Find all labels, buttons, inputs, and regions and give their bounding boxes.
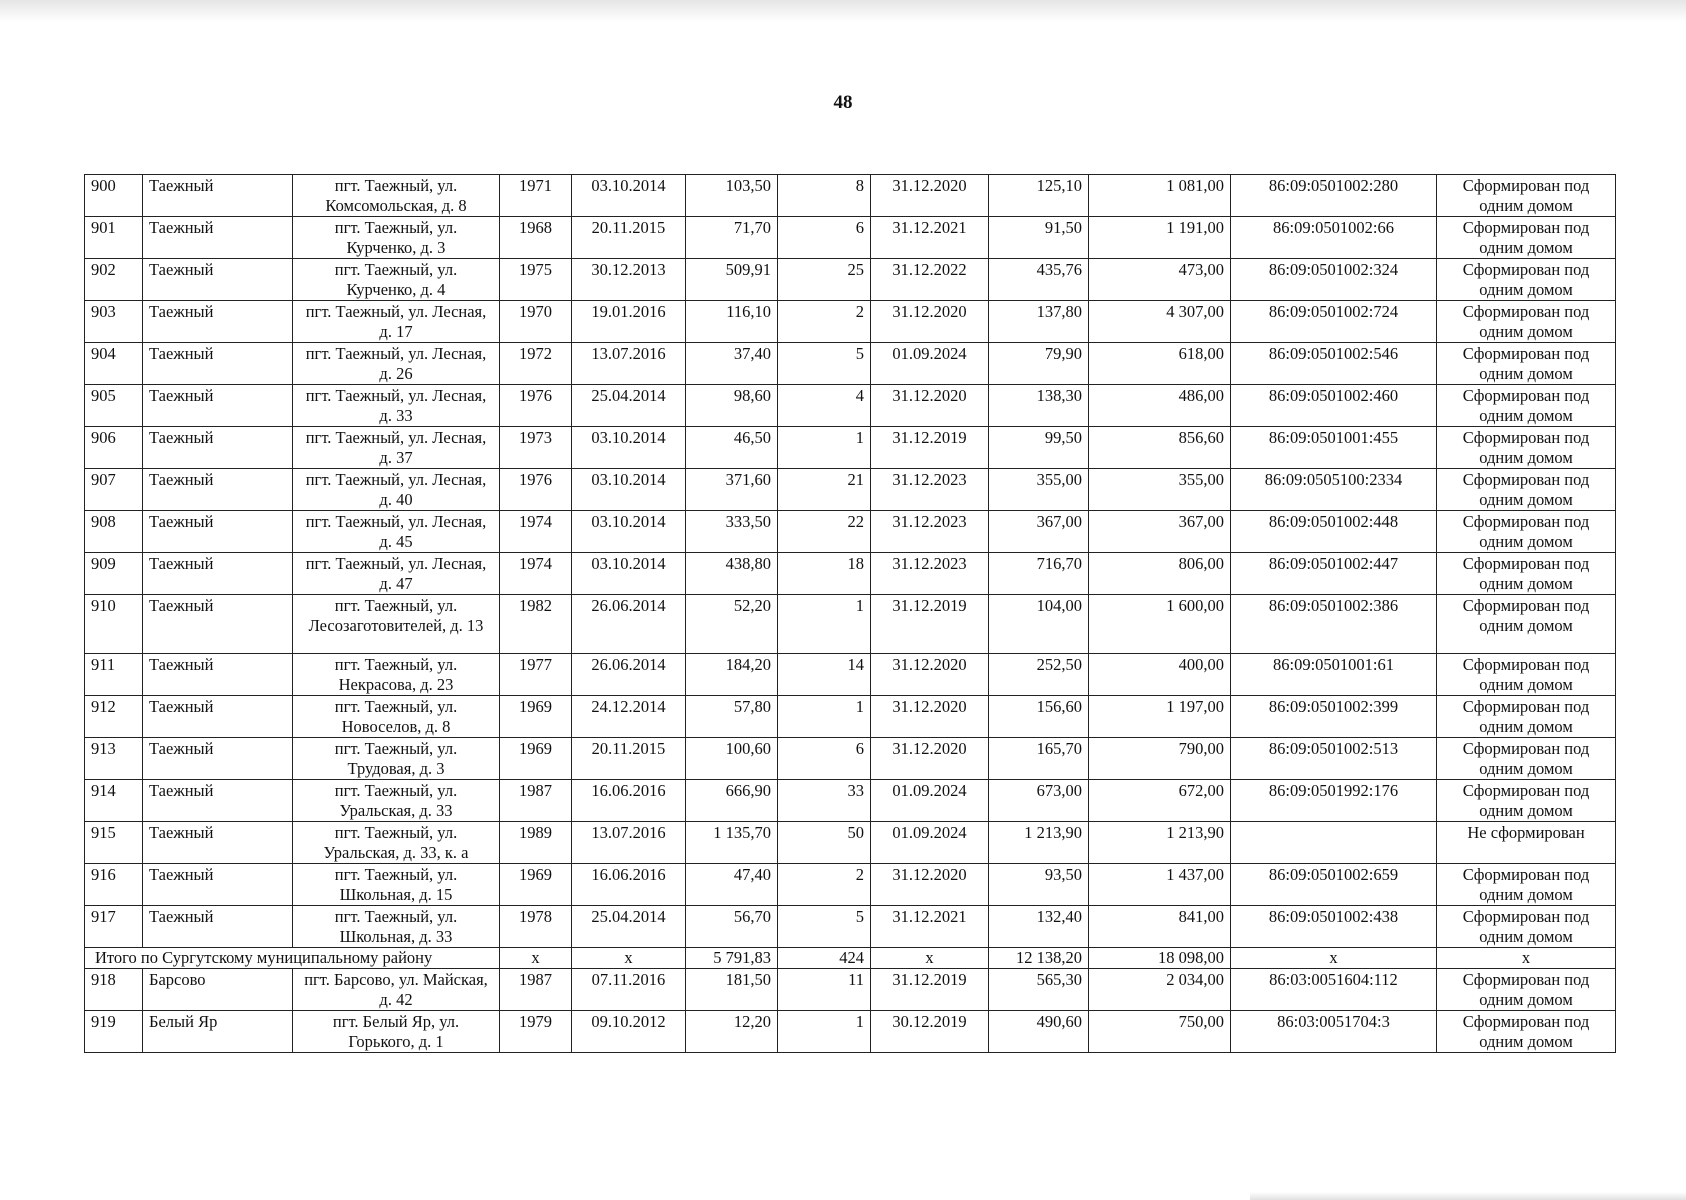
total-status-cell: х [1437, 948, 1616, 969]
address-cell: пгт. Таежный, ул. Уральская, д. 33 [293, 780, 500, 822]
area-cell: 181,50 [686, 969, 778, 1011]
row-number-cell: 900 [85, 175, 143, 217]
row-number-cell: 904 [85, 343, 143, 385]
area-cell: 666,90 [686, 780, 778, 822]
locality-cell: Таежный [143, 217, 293, 259]
cadastral-number-cell: 86:09:0501002:659 [1231, 864, 1437, 906]
land-status-cell: Сформирован под одним домом [1437, 217, 1616, 259]
area-cell: 93,50 [989, 864, 1089, 906]
date-cell: 09.10.2012 [572, 1011, 686, 1053]
cadastral-number-cell: 86:09:0501002:724 [1231, 301, 1437, 343]
table-row [85, 738, 1616, 780]
cadastral-number-cell: 86:09:0501002:513 [1231, 738, 1437, 780]
cadastral-number-cell: 86:09:0501002:386 [1231, 595, 1437, 654]
land-area-cell: 1 437,00 [1089, 864, 1231, 906]
residents-count-cell: 2 [778, 864, 871, 906]
land-area-cell: 355,00 [1089, 469, 1231, 511]
scan-bottom-edge [1250, 1192, 1686, 1200]
area-cell: 37,40 [686, 343, 778, 385]
area-cell: 673,00 [989, 780, 1089, 822]
area-cell: 1 213,90 [989, 822, 1089, 864]
row-number-cell: 909 [85, 553, 143, 595]
page-number: 48 [833, 92, 853, 113]
build-year-cell: 1971 [500, 175, 572, 217]
deadline-date-cell: 31.12.2019 [871, 427, 989, 469]
land-status-cell: Сформирован под одним домом [1437, 738, 1616, 780]
build-year-cell: 1977 [500, 654, 572, 696]
locality-cell: Таежный [143, 301, 293, 343]
date-cell: 03.10.2014 [572, 511, 686, 553]
land-status-cell: Сформирован под одним домом [1437, 301, 1616, 343]
date-cell: 30.12.2013 [572, 259, 686, 301]
area-cell: 125,10 [989, 175, 1089, 217]
land-area-cell: 4 307,00 [1089, 301, 1231, 343]
deadline-date-cell: 31.12.2020 [871, 175, 989, 217]
cadastral-number-cell: 86:09:0501002:324 [1231, 259, 1437, 301]
area-cell: 100,60 [686, 738, 778, 780]
cadastral-number-cell: 86:09:0501002:460 [1231, 385, 1437, 427]
deadline-date-cell: 01.09.2024 [871, 780, 989, 822]
build-year-cell: 1975 [500, 259, 572, 301]
row-number-cell: 906 [85, 427, 143, 469]
total-row [85, 948, 1616, 969]
table-row [85, 343, 1616, 385]
area-cell: 98,60 [686, 385, 778, 427]
area-cell: 435,76 [989, 259, 1089, 301]
address-cell: пгт. Таежный, ул. Лесная, д. 37 [293, 427, 500, 469]
date-cell: 13.07.2016 [572, 822, 686, 864]
address-cell: пгт. Белый Яр, ул. Горького, д. 1 [293, 1011, 500, 1053]
deadline-date-cell: 31.12.2019 [871, 969, 989, 1011]
date-cell: 07.11.2016 [572, 969, 686, 1011]
residents-count-cell: 25 [778, 259, 871, 301]
area-cell: 103,50 [686, 175, 778, 217]
address-cell: пгт. Таежный, ул. Комсомольская, д. 8 [293, 175, 500, 217]
cadastral-number-cell: 86:09:0501002:66 [1231, 217, 1437, 259]
address-cell: пгт. Таежный, ул. Лесная, д. 17 [293, 301, 500, 343]
land-status-cell: Сформирован под одним домом [1437, 654, 1616, 696]
land-status-cell: Сформирован под одним домом [1437, 427, 1616, 469]
land-area-cell: 2 034,00 [1089, 969, 1231, 1011]
area-cell: 355,00 [989, 469, 1089, 511]
area-cell: 509,91 [686, 259, 778, 301]
locality-cell: Таежный [143, 343, 293, 385]
date-cell: 25.04.2014 [572, 906, 686, 948]
table-row [85, 595, 1616, 654]
locality-cell: Таежный [143, 511, 293, 553]
table-row [85, 175, 1616, 217]
residents-count-cell: 21 [778, 469, 871, 511]
table-body [85, 175, 1616, 1053]
land-status-cell: Сформирован под одним домом [1437, 780, 1616, 822]
deadline-date-cell: 30.12.2019 [871, 1011, 989, 1053]
date-cell: 25.04.2014 [572, 385, 686, 427]
total-cadastral-cell: х [1231, 948, 1437, 969]
date-cell: 16.06.2016 [572, 864, 686, 906]
build-year-cell: 1974 [500, 553, 572, 595]
area-cell: 91,50 [989, 217, 1089, 259]
residents-count-cell: 22 [778, 511, 871, 553]
deadline-date-cell: 31.12.2020 [871, 696, 989, 738]
area-cell: 184,20 [686, 654, 778, 696]
area-cell: 565,30 [989, 969, 1089, 1011]
locality-cell: Таежный [143, 822, 293, 864]
row-number-cell: 912 [85, 696, 143, 738]
land-area-cell: 672,00 [1089, 780, 1231, 822]
table-row [85, 427, 1616, 469]
locality-cell: Таежный [143, 259, 293, 301]
land-status-cell: Не сформирован [1437, 822, 1616, 864]
residents-count-cell: 1 [778, 1011, 871, 1053]
table-row [85, 1011, 1616, 1053]
deadline-date-cell: 31.12.2023 [871, 469, 989, 511]
cadastral-number-cell: 86:09:0505100:2334 [1231, 469, 1437, 511]
cadastral-number-cell: 86:03:0051604:112 [1231, 969, 1437, 1011]
area-cell: 138,30 [989, 385, 1089, 427]
residents-count-cell: 1 [778, 595, 871, 654]
land-area-cell: 806,00 [1089, 553, 1231, 595]
row-number-cell: 911 [85, 654, 143, 696]
row-number-cell: 918 [85, 969, 143, 1011]
build-year-cell: 1979 [500, 1011, 572, 1053]
address-cell: пгт. Таежный, ул. Школьная, д. 33 [293, 906, 500, 948]
cadastral-number-cell: 86:09:0501002:546 [1231, 343, 1437, 385]
land-status-cell: Сформирован под одним домом [1437, 385, 1616, 427]
row-number-cell: 908 [85, 511, 143, 553]
date-cell: 03.10.2014 [572, 427, 686, 469]
total-date1-cell: х [572, 948, 686, 969]
date-cell: 13.07.2016 [572, 343, 686, 385]
land-area-cell: 1 191,00 [1089, 217, 1231, 259]
deadline-date-cell: 31.12.2023 [871, 511, 989, 553]
land-area-cell: 790,00 [1089, 738, 1231, 780]
land-area-cell: 856,60 [1089, 427, 1231, 469]
total-label: Итого по Сургутскому муниципальному району [85, 948, 500, 969]
land-status-cell: Сформирован под одним домом [1437, 469, 1616, 511]
address-cell: пгт. Таежный, ул. Лесная, д. 33 [293, 385, 500, 427]
table-row [85, 780, 1616, 822]
residents-count-cell: 5 [778, 906, 871, 948]
table-row [85, 906, 1616, 948]
date-cell: 19.01.2016 [572, 301, 686, 343]
locality-cell: Таежный [143, 780, 293, 822]
residents-count-cell: 2 [778, 301, 871, 343]
scan-top-edge [0, 0, 1686, 22]
table-row [85, 822, 1616, 864]
date-cell: 16.06.2016 [572, 780, 686, 822]
table-row [85, 259, 1616, 301]
locality-cell: Таежный [143, 553, 293, 595]
row-number-cell: 902 [85, 259, 143, 301]
locality-cell: Таежный [143, 654, 293, 696]
date-cell: 03.10.2014 [572, 553, 686, 595]
cadastral-number-cell: 86:09:0501002:448 [1231, 511, 1437, 553]
locality-cell: Таежный [143, 175, 293, 217]
land-area-cell: 618,00 [1089, 343, 1231, 385]
cadastral-number-cell: 86:09:0501002:447 [1231, 553, 1437, 595]
deadline-date-cell: 31.12.2020 [871, 864, 989, 906]
cadastral-number-cell: 86:03:0051704:3 [1231, 1011, 1437, 1053]
locality-cell: Таежный [143, 738, 293, 780]
area-cell: 99,50 [989, 427, 1089, 469]
land-area-cell: 750,00 [1089, 1011, 1231, 1053]
build-year-cell: 1982 [500, 595, 572, 654]
date-cell: 20.11.2015 [572, 738, 686, 780]
deadline-date-cell: 31.12.2020 [871, 301, 989, 343]
cadastral-number-cell: 86:09:0501002:280 [1231, 175, 1437, 217]
table-row [85, 654, 1616, 696]
build-year-cell: 1976 [500, 385, 572, 427]
total-area2-cell: 12 138,20 [989, 948, 1089, 969]
date-cell: 24.12.2014 [572, 696, 686, 738]
housing-registry-table [84, 174, 1616, 1053]
deadline-date-cell: 01.09.2024 [871, 343, 989, 385]
table-row [85, 696, 1616, 738]
row-number-cell: 905 [85, 385, 143, 427]
row-number-cell: 916 [85, 864, 143, 906]
cadastral-number-cell: 86:09:0501001:455 [1231, 427, 1437, 469]
land-status-cell: Сформирован под одним домом [1437, 864, 1616, 906]
land-area-cell: 1 600,00 [1089, 595, 1231, 654]
land-area-cell: 473,00 [1089, 259, 1231, 301]
deadline-date-cell: 31.12.2020 [871, 385, 989, 427]
land-status-cell: Сформирован под одним домом [1437, 1011, 1616, 1053]
area-cell: 165,70 [989, 738, 1089, 780]
deadline-date-cell: 31.12.2020 [871, 738, 989, 780]
total-date2-cell: х [871, 948, 989, 969]
area-cell: 71,70 [686, 217, 778, 259]
residents-count-cell: 14 [778, 654, 871, 696]
land-area-cell: 486,00 [1089, 385, 1231, 427]
build-year-cell: 1970 [500, 301, 572, 343]
address-cell: пгт. Таежный, ул. Новоселов, д. 8 [293, 696, 500, 738]
land-area-cell: 1 197,00 [1089, 696, 1231, 738]
land-area-cell: 400,00 [1089, 654, 1231, 696]
area-cell: 79,90 [989, 343, 1089, 385]
residents-count-cell: 6 [778, 738, 871, 780]
area-cell: 367,00 [989, 511, 1089, 553]
locality-cell: Таежный [143, 864, 293, 906]
row-number-cell: 917 [85, 906, 143, 948]
address-cell: пгт. Таежный, ул. Лесная, д. 45 [293, 511, 500, 553]
residents-count-cell: 33 [778, 780, 871, 822]
date-cell: 26.06.2014 [572, 654, 686, 696]
area-cell: 156,60 [989, 696, 1089, 738]
address-cell: пгт. Таежный, ул. Школьная, д. 15 [293, 864, 500, 906]
deadline-date-cell: 31.12.2019 [871, 595, 989, 654]
land-area-cell: 367,00 [1089, 511, 1231, 553]
address-cell: пгт. Таежный, ул. Лесная, д. 26 [293, 343, 500, 385]
build-year-cell: 1978 [500, 906, 572, 948]
residents-count-cell: 11 [778, 969, 871, 1011]
area-cell: 1 135,70 [686, 822, 778, 864]
build-year-cell: 1969 [500, 738, 572, 780]
area-cell: 333,50 [686, 511, 778, 553]
locality-cell: Таежный [143, 906, 293, 948]
row-number-cell: 914 [85, 780, 143, 822]
row-number-cell: 910 [85, 595, 143, 654]
table-row [85, 969, 1616, 1011]
land-status-cell: Сформирован под одним домом [1437, 906, 1616, 948]
cadastral-number-cell: 86:09:0501002:399 [1231, 696, 1437, 738]
total-area1-cell: 5 791,83 [686, 948, 778, 969]
row-number-cell: 919 [85, 1011, 143, 1053]
land-status-cell: Сформирован под одним домом [1437, 969, 1616, 1011]
table-row [85, 511, 1616, 553]
address-cell: пгт. Таежный, ул. Некрасова, д. 23 [293, 654, 500, 696]
land-status-cell: Сформирован под одним домом [1437, 343, 1616, 385]
address-cell: пгт. Таежный, ул. Курченко, д. 4 [293, 259, 500, 301]
deadline-date-cell: 31.12.2021 [871, 906, 989, 948]
area-cell: 56,70 [686, 906, 778, 948]
cadastral-number-cell: 86:09:0501001:61 [1231, 654, 1437, 696]
residents-count-cell: 50 [778, 822, 871, 864]
area-cell: 116,10 [686, 301, 778, 343]
area-cell: 12,20 [686, 1011, 778, 1053]
locality-cell: Таежный [143, 469, 293, 511]
land-status-cell: Сформирован под одним домом [1437, 511, 1616, 553]
table-row [85, 553, 1616, 595]
build-year-cell: 1969 [500, 864, 572, 906]
locality-cell: Таежный [143, 595, 293, 654]
total-area3-cell: 18 098,00 [1089, 948, 1231, 969]
land-status-cell: Сформирован под одним домом [1437, 175, 1616, 217]
land-status-cell: Сформирован под одним домом [1437, 259, 1616, 301]
locality-cell: Таежный [143, 385, 293, 427]
total-year-cell: х [500, 948, 572, 969]
land-area-cell: 1 081,00 [1089, 175, 1231, 217]
table-row [85, 301, 1616, 343]
residents-count-cell: 5 [778, 343, 871, 385]
area-cell: 47,40 [686, 864, 778, 906]
residents-count-cell: 1 [778, 696, 871, 738]
row-number-cell: 901 [85, 217, 143, 259]
land-status-cell: Сформирован под одним домом [1437, 553, 1616, 595]
deadline-date-cell: 01.09.2024 [871, 822, 989, 864]
area-cell: 490,60 [989, 1011, 1089, 1053]
address-cell: пгт. Барсово, ул. Майская, д. 42 [293, 969, 500, 1011]
residents-count-cell: 8 [778, 175, 871, 217]
residents-count-cell: 1 [778, 427, 871, 469]
row-number-cell: 913 [85, 738, 143, 780]
table-row [85, 864, 1616, 906]
cadastral-number-cell: 86:09:0501992:176 [1231, 780, 1437, 822]
area-cell: 52,20 [686, 595, 778, 654]
deadline-date-cell: 31.12.2023 [871, 553, 989, 595]
area-cell: 252,50 [989, 654, 1089, 696]
land-status-cell: Сформирован под одним домом [1437, 595, 1616, 654]
area-cell: 104,00 [989, 595, 1089, 654]
date-cell: 03.10.2014 [572, 469, 686, 511]
cadastral-number-cell [1231, 822, 1437, 864]
residents-count-cell: 18 [778, 553, 871, 595]
build-year-cell: 1976 [500, 469, 572, 511]
date-cell: 20.11.2015 [572, 217, 686, 259]
residents-count-cell: 6 [778, 217, 871, 259]
build-year-cell: 1969 [500, 696, 572, 738]
table-row [85, 217, 1616, 259]
area-cell: 716,70 [989, 553, 1089, 595]
address-cell: пгт. Таежный, ул. Трудовая, д. 3 [293, 738, 500, 780]
cadastral-number-cell: 86:09:0501002:438 [1231, 906, 1437, 948]
build-year-cell: 1968 [500, 217, 572, 259]
address-cell: пгт. Таежный, ул. Уральская, д. 33, к. а [293, 822, 500, 864]
table-row [85, 385, 1616, 427]
date-cell: 03.10.2014 [572, 175, 686, 217]
area-cell: 137,80 [989, 301, 1089, 343]
build-year-cell: 1987 [500, 969, 572, 1011]
locality-cell: Таежный [143, 696, 293, 738]
deadline-date-cell: 31.12.2020 [871, 654, 989, 696]
area-cell: 371,60 [686, 469, 778, 511]
locality-cell: Белый Яр [143, 1011, 293, 1053]
address-cell: пгт. Таежный, ул. Лесозаготовителей, д. 13 [293, 595, 500, 654]
address-cell: пгт. Таежный, ул. Лесная, д. 40 [293, 469, 500, 511]
table-row [85, 469, 1616, 511]
build-year-cell: 1972 [500, 343, 572, 385]
residents-count-cell: 4 [778, 385, 871, 427]
row-number-cell: 915 [85, 822, 143, 864]
land-area-cell: 1 213,90 [1089, 822, 1231, 864]
build-year-cell: 1987 [500, 780, 572, 822]
total-count-cell: 424 [778, 948, 871, 969]
locality-cell: Барсово [143, 969, 293, 1011]
address-cell: пгт. Таежный, ул. Лесная, д. 47 [293, 553, 500, 595]
address-cell: пгт. Таежный, ул. Курченко, д. 3 [293, 217, 500, 259]
build-year-cell: 1974 [500, 511, 572, 553]
build-year-cell: 1973 [500, 427, 572, 469]
area-cell: 57,80 [686, 696, 778, 738]
date-cell: 26.06.2014 [572, 595, 686, 654]
deadline-date-cell: 31.12.2021 [871, 217, 989, 259]
locality-cell: Таежный [143, 427, 293, 469]
land-area-cell: 841,00 [1089, 906, 1231, 948]
area-cell: 132,40 [989, 906, 1089, 948]
build-year-cell: 1989 [500, 822, 572, 864]
land-status-cell: Сформирован под одним домом [1437, 696, 1616, 738]
area-cell: 46,50 [686, 427, 778, 469]
area-cell: 438,80 [686, 553, 778, 595]
deadline-date-cell: 31.12.2022 [871, 259, 989, 301]
row-number-cell: 907 [85, 469, 143, 511]
row-number-cell: 903 [85, 301, 143, 343]
